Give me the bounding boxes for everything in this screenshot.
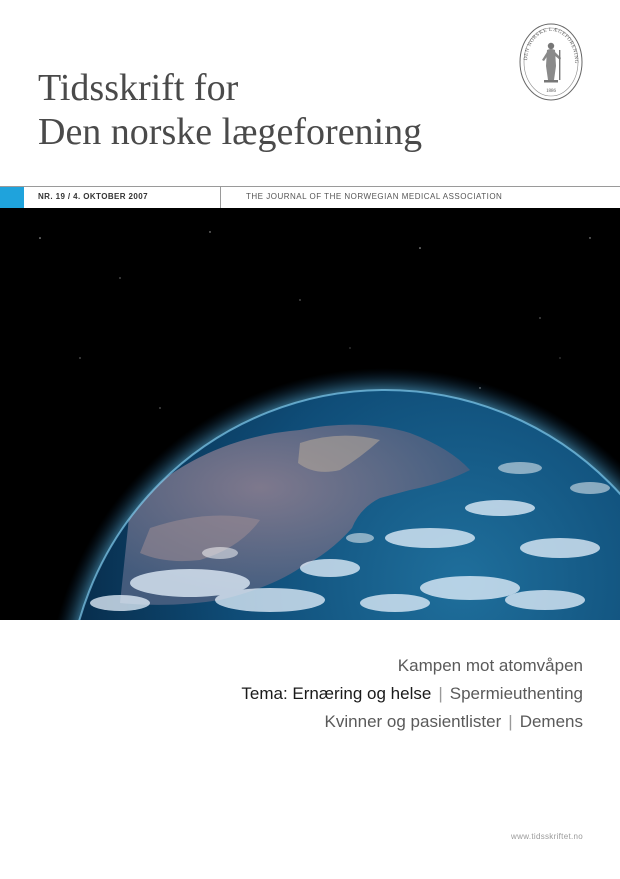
earth-from-space-image — [0, 208, 620, 620]
headline-sperm-retrieval: Spermieuthenting — [449, 684, 583, 703]
journal-title — [38, 66, 422, 154]
issue-number-date: NR. 19 / 4. OKTOBER 2007 — [38, 192, 148, 201]
headline-line-2 — [241, 680, 583, 708]
headline-separator: | — [508, 712, 513, 731]
journal-title-line1: Tidsskrift for — [38, 67, 239, 109]
headline-dementia: Demens — [519, 712, 583, 731]
masthead — [0, 0, 620, 186]
headline-line-1 — [241, 652, 583, 680]
headline-separator: | — [438, 684, 443, 703]
accent-block — [0, 187, 24, 208]
cover-headlines — [241, 652, 583, 736]
journal-subtitle: THE JOURNAL OF THE NORWEGIAN MEDICAL ASSOCIATION — [246, 192, 503, 201]
headline-atomic-weapons: Kampen mot atomvåpen — [397, 656, 583, 675]
website-url: www.tidsskriftet.no — [511, 832, 583, 841]
headline-line-3 — [241, 708, 583, 736]
journal-title-line2: Den norske lægeforening — [38, 111, 423, 153]
info-bar-divider — [220, 187, 221, 208]
svg-text:DEN NORSKE LÆGEFORENING: DEN NORSKE LÆGEFORENING — [522, 26, 580, 64]
issue-info-bar — [0, 186, 620, 208]
headline-theme-nutrition: Tema: Ernæring og helse — [241, 684, 432, 703]
seal-emblem-icon — [518, 22, 584, 102]
headline-women-patient-lists: Kvinner og pasientlister — [324, 712, 502, 731]
svg-text:1886: 1886 — [546, 89, 556, 94]
